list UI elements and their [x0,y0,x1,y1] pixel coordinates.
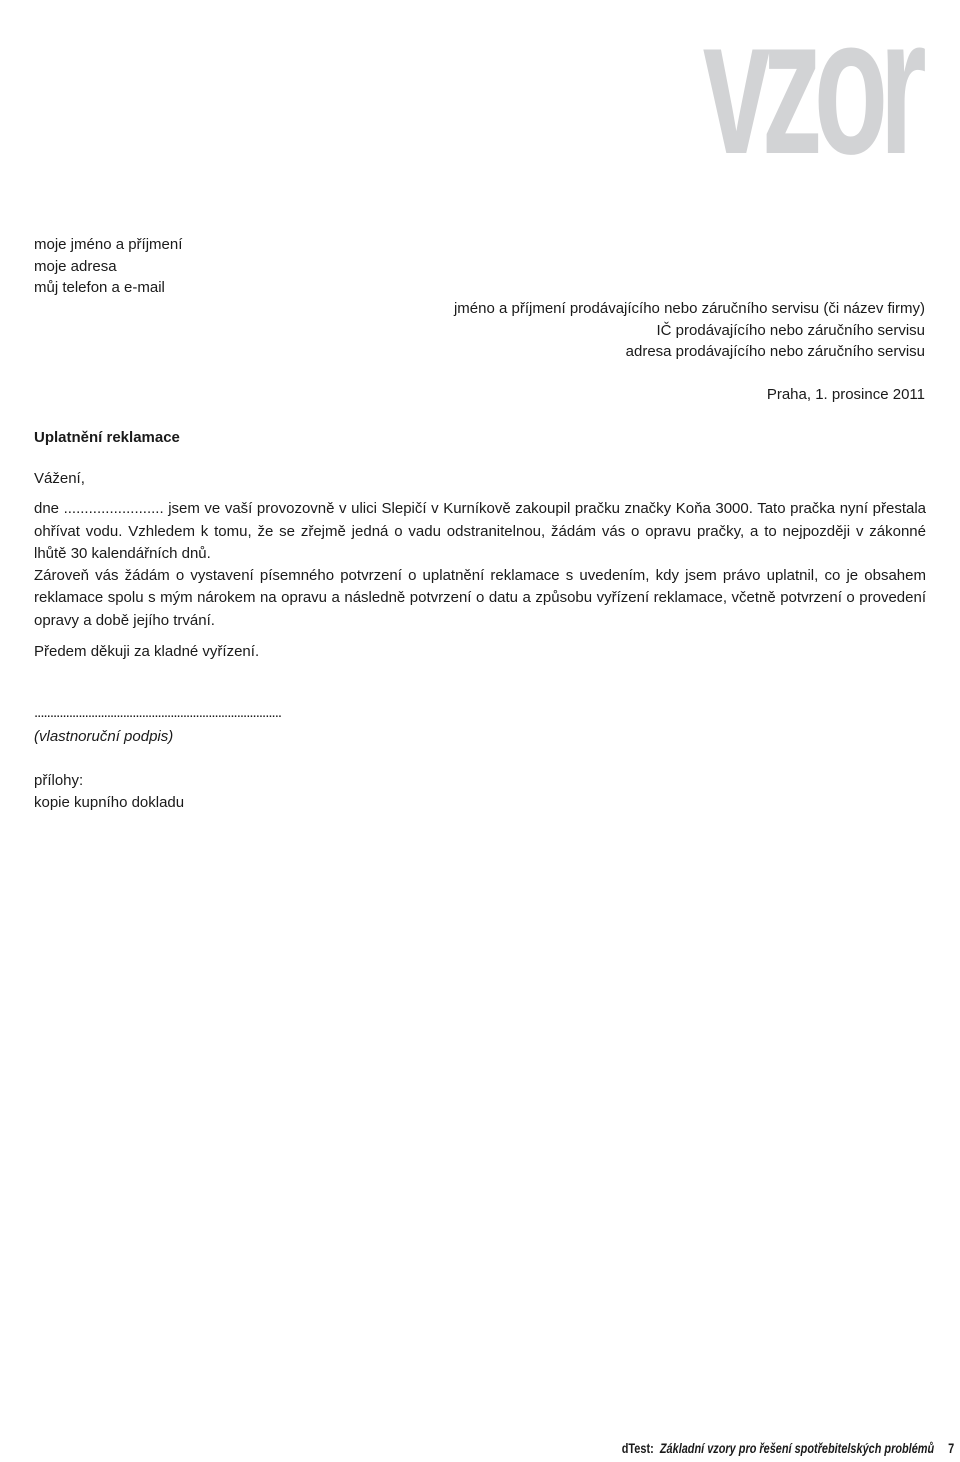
closing-thanks: Předem děkuji za kladné vyřízení. [34,643,260,660]
letter-body [34,468,926,632]
watermark-vzor: vzor [702,0,918,195]
page-footer [622,1439,954,1457]
letter-date: Praha, 1. prosince 2011 [766,386,925,403]
body-paragraph-1: dne ........................ jsem ve vaší provozovně v ulici Slepičí v Kurníkově zakoupil pračku značky Koňa 3000. Tato pračka nyní přestala ohřívat vodu. Vzhledem k tomu, že se zřejmě jedná o vadu odstranitelnou, žádám vás o opravu pračky, a to nejpozději v zákonné lhůtě 30 kalendářních dnů. [34,500,926,562]
sender-block [34,234,182,299]
signature-line: .............................................................................. [34,704,282,721]
sender-contact: můj telefon a e-mail [34,279,165,296]
recipient-name: jméno a příjmení prodávajícího nebo záručního servisu (či název firmy) [453,300,925,317]
page-number: 7 [947,1440,954,1456]
attachments-block [34,770,184,813]
signature-label: (vlastnoruční podpis) [34,728,174,745]
recipient-block [454,298,925,363]
greeting: Vážení, [34,470,85,487]
recipient-id: IČ prodávajícího nebo záručního servisu [656,321,925,339]
sender-name: moje jméno a příjmení [34,236,183,253]
recipient-address: adresa prodávajícího nebo záručního servisu [625,343,925,360]
sender-address: moje adresa [34,257,117,275]
footer-brand: dTest: [621,1440,654,1456]
footer-title: Základní vzory pro řešení spotřebitelských problémů [659,1440,934,1456]
attachment-item: kopie kupního dokladu [34,793,185,811]
attachments-heading: přílohy: [34,772,84,789]
letter-subject: Uplatnění reklamace [34,429,180,446]
body-paragraph-2: Zároveň vás žádám o vystavení písemného potvrzení o uplatnění reklamace s uvedením, kdy jsem právo uplatnil, co je obsahem reklamace spolu s mým nárokem na opravu a následně potvrzení o datu a způsobu vyřízení reklamace, včetně potvrzení o provedení opravy a době jejího trvání. [34,567,926,629]
